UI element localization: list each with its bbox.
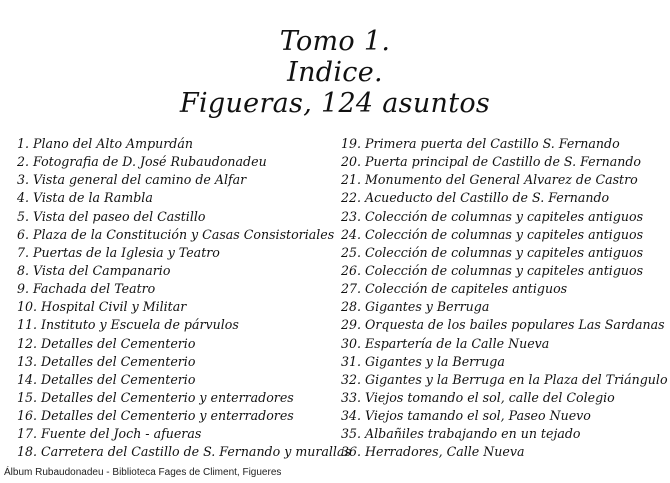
index-entry: 22. Acueducto del Castillo de S. Fernando xyxy=(341,190,610,206)
index-entry: 2. Fotografia de D. José Rubaudonadeu xyxy=(17,154,267,170)
index-entry: 12. Detalles del Cementerio xyxy=(17,335,196,351)
index-entry: 1. Plano del Alto Ampurdán xyxy=(17,136,193,151)
index-entry: 15. Detalles del Cementerio y enterradores xyxy=(17,389,294,405)
index-entry: 35. Albañiles trabajando en un tejado xyxy=(341,426,581,442)
index-entry: 24. Colección de columnas y capiteles antiguos xyxy=(341,226,644,242)
index-entry: 7. Puertas de la Iglesia y Teatro xyxy=(17,244,220,260)
index-entry: 14. Detalles del Cementerio xyxy=(17,371,196,387)
index-entry: 6. Plaza de la Constitución y Casas Consistoriales xyxy=(17,226,335,242)
index-entry: 17. Fuente del Joch - afueras xyxy=(17,426,202,442)
subject-title: Figueras, 124 asuntos xyxy=(179,88,491,119)
index-entry: 19. Primera puerta del Castillo S. Fernando xyxy=(341,136,620,151)
index-entry: 21. Monumento del General Alvarez de Castro xyxy=(341,172,638,188)
index-entry: 4. Vista de la Rambla xyxy=(17,190,153,206)
index-entry: 26. Colección de columnas y capiteles antiguos xyxy=(341,262,644,278)
index-entry: 31. Gigantes y la Berruga xyxy=(341,353,505,369)
index-entry: 18. Carretera del Castillo de S. Fernando y murallas xyxy=(17,444,351,460)
footer-credit: Álbum Rubaudonadeu - Biblioteca Fages de Climent, Figueres xyxy=(4,467,282,478)
index-entry: 16. Detalles del Cementerio y enterradores xyxy=(17,408,294,424)
index-list-right xyxy=(341,135,668,462)
index-entry: 10. Hospital Civil y Militar xyxy=(17,299,187,315)
index-entry: 33. Viejos tomando el sol, calle del Colegio xyxy=(341,389,615,405)
index-entry: 3. Vista general del camino de Alfar xyxy=(17,172,247,188)
index-entry: 11. Instituto y Escuela de párvulos xyxy=(17,317,239,333)
index-entry: 13. Detalles del Cementerio xyxy=(17,353,196,369)
index-entry: 32. Gigantes y la Berruga en la Plaza del Triángulo xyxy=(341,371,668,387)
index-entry: 23. Colección de columnas y capiteles antiguos xyxy=(341,208,644,224)
index-list-left xyxy=(17,135,351,462)
index-entry: 8. Vista del Campanario xyxy=(17,262,171,278)
index-entry: 36. Herradores, Calle Nueva xyxy=(341,444,525,460)
index-entry: 30. Espartería de la Calle Nueva xyxy=(341,335,550,351)
index-entry: 34. Viejos tamando el sol, Paseo Nuevo xyxy=(341,408,591,424)
volume-title: Tomo 1. xyxy=(279,26,391,57)
index-entry: 5. Vista del paseo del Castillo xyxy=(17,208,206,224)
index-title: Indice. xyxy=(287,57,383,88)
index-entry: 20. Puerta principal de Castillo de S. Fernando xyxy=(341,154,642,170)
page-title xyxy=(0,26,670,119)
index-entry: 25. Colección de columnas y capiteles antiguos xyxy=(341,244,644,260)
index-entry: 27. Colección de capiteles antiguos xyxy=(341,281,568,297)
index-entry: 28. Gigantes y Berruga xyxy=(341,299,490,315)
index-entry: 9. Fachada del Teatro xyxy=(17,281,156,297)
index-entry: 29. Orquesta de los bailes populares Las Sardanas xyxy=(341,317,665,333)
